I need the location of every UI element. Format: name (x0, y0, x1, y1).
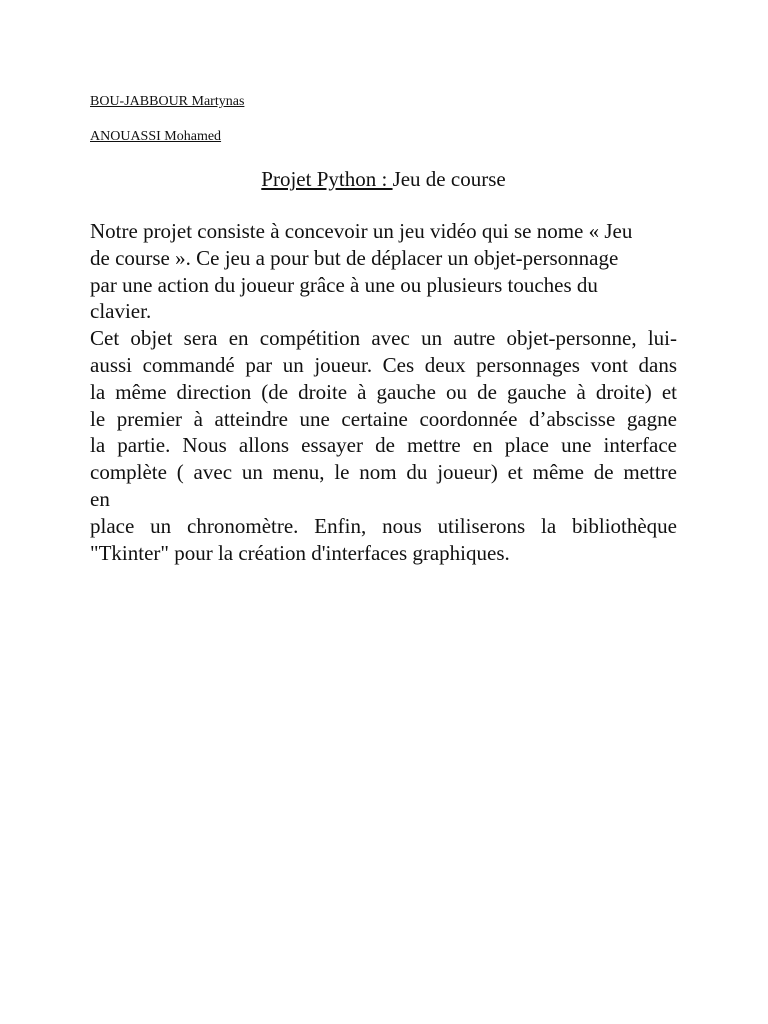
paragraph-2-line-3: la même direction (de droite à gauche ou de gauche à droite) et (90, 379, 677, 404)
author-name-1: BOU-JABBOUR Martynas (90, 94, 245, 109)
paragraph-1-line-2: de course ». Ce jeu a pour but de déplacer un objet-personnage (90, 245, 619, 270)
paragraph-2-line-4: le premier à atteindre une certaine coordonnée d’abscisse gagne (90, 406, 677, 431)
paragraph-2-line-6: complète ( avec un menu, le nom du joueur) et même de mettre (90, 460, 677, 485)
paragraph-2-line-9: "Tkinter" pour la création d'interfaces graphiques. (90, 540, 510, 565)
paragraph-2-line-1: Cet objet sera en compétition avec un autre objet-personne, lui- (90, 326, 677, 351)
body-text (90, 218, 677, 566)
document-title (90, 167, 677, 191)
title-rest: Jeu de course (392, 167, 506, 191)
paragraph-1-line-3: par une action du joueur grâce à une ou plusieurs touches du (90, 272, 598, 297)
paragraph-2-line-7: en (90, 486, 110, 511)
paragraph-2-line-2: aussi commandé par un joueur. Ces deux personnages vont dans (90, 352, 677, 377)
paragraph-1-line-1: Notre projet consiste à concevoir un jeu vidéo qui se nome « Jeu (90, 219, 633, 243)
paragraph-1-line-4: clavier. (90, 299, 152, 324)
author-name-2: ANOUASSI Mohamed (90, 129, 222, 144)
title-prefix: Projet Python : (261, 167, 393, 191)
paragraph-2-line-8: place un chronomètre. Enfin, nous utiliserons la bibliothèque (90, 513, 677, 538)
paragraph-2-line-5: la partie. Nous allons essayer de mettre en place une interface (90, 433, 677, 458)
